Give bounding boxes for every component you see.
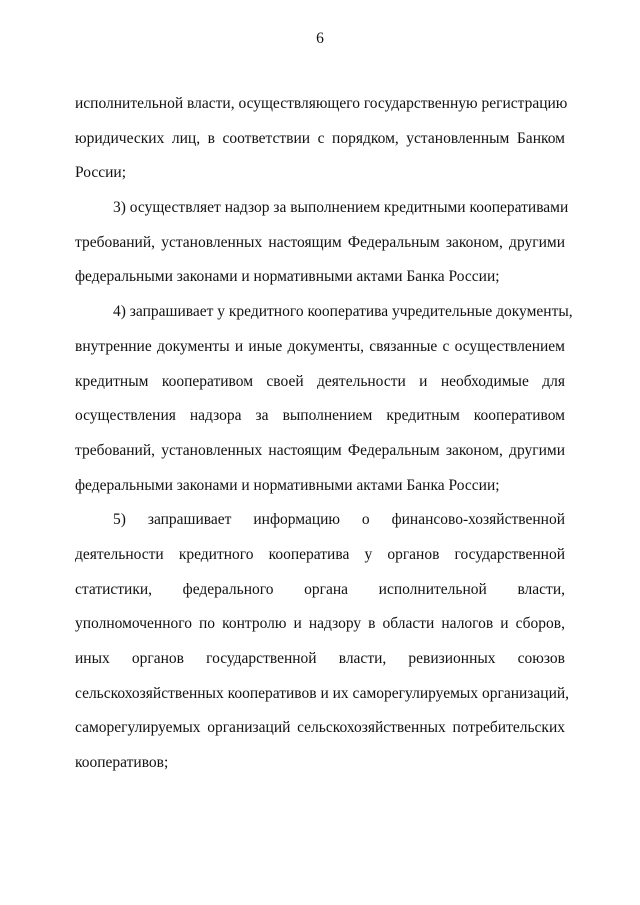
text-line: 3) осуществляет надзор за выполнением кредитными кооперативами	[113, 199, 569, 217]
text-line: внутренние документы и иные документы, связанные с осуществлением	[75, 337, 565, 355]
text-line: федеральными законами и нормативными актами Банка России;	[75, 268, 500, 286]
text-line: 5) запрашивает информацию о финансово-хозяйственной	[113, 511, 565, 529]
text-line: России;	[75, 164, 127, 182]
text-line: кооперативов;	[75, 754, 169, 772]
text-line: исполнительной власти, осуществляющего государственную регистрацию	[75, 95, 568, 112]
text-line: кредитным кооперативом своей деятельности и необходимые для	[75, 372, 565, 390]
text-line: требований, установленных настоящим Федеральным законом, другими	[75, 233, 565, 251]
text-line: саморегулируемых организаций сельскохозяйственных потребительских	[75, 719, 565, 737]
text-line: статистики, федерального органа исполнительной власти,	[75, 580, 565, 598]
paragraph-continuation	[75, 87, 568, 191]
text-line: иных органов государственной власти, ревизионных союзов	[75, 650, 565, 667]
text-line: деятельности кредитного кооператива у органов государственной	[75, 545, 565, 563]
paragraph-item-5	[75, 503, 570, 781]
text-line: осуществления надзора за выполнением кредитным кооперативом	[75, 407, 565, 425]
text-line: федеральными законами и нормативными актами Банка России;	[75, 476, 500, 494]
text-line: юридических лиц, в соответствии с порядком, установленным Банком	[75, 129, 565, 147]
document-body	[75, 87, 573, 781]
text-line: требований, установленных настоящим Федеральным законом, другими	[75, 441, 565, 459]
paragraph-item-3	[75, 191, 569, 295]
paragraph-item-4	[75, 295, 573, 503]
text-line: сельскохозяйственных кооперативов и их саморегулируемых организаций,	[75, 684, 570, 702]
text-line: уполномоченного по контролю и надзору в области налогов и сборов,	[75, 615, 565, 633]
page-number: 6	[316, 30, 324, 47]
text-line: 4) запрашивает у кредитного кооператива учредительные документы,	[113, 303, 573, 321]
